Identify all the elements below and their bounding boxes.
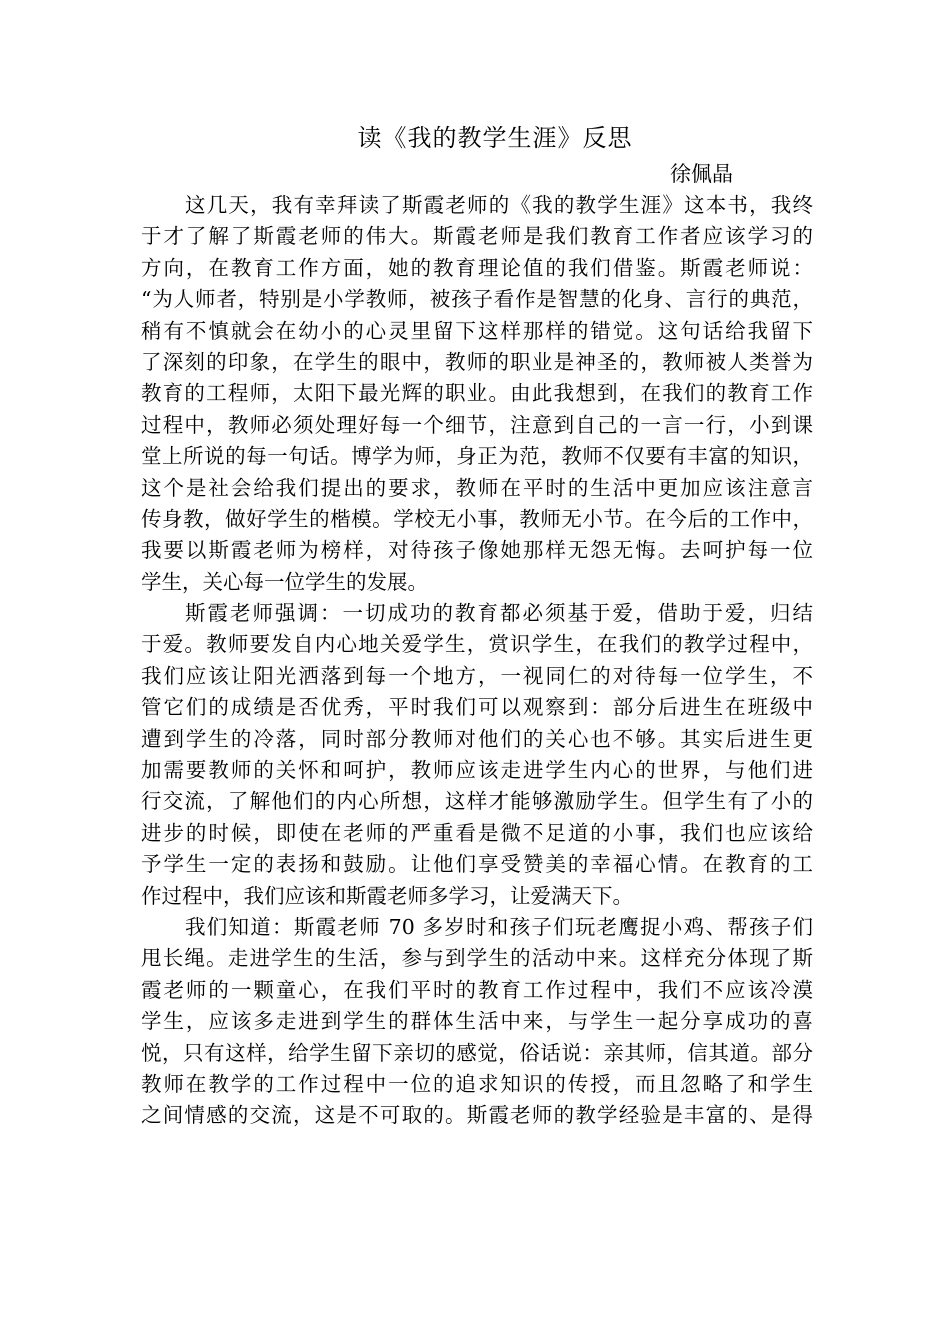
text-line: 进步的时候，即使在老师的严重看是微不足道的小事，我们也应该给: [141, 820, 813, 845]
text-line: 霞老师的一颗童心，在我们平时的教育工作过程中，我们不应该冷漠: [141, 977, 813, 1002]
text-line: 方向，在教育工作方面，她的教育理论值的我们借鉴。斯霞老师说：: [141, 255, 813, 280]
document-title: 读《我的教学生涯》反思: [357, 124, 633, 152]
text-line: 教师在教学的工作过程中一位的追求知识的传授，而且忽略了和学生: [141, 1071, 813, 1096]
text-line: 加需要教师的关怀和呵护，教师应该走进学生内心的世界，与他们进: [141, 758, 813, 783]
text-line: 了深刻的印象，在学生的眼中，教师的职业是神圣的，教师被人类誉为: [141, 349, 813, 374]
text-line: 予学生一定的表扬和鼓励。让他们享受赞美的幸福心情。在教育的工: [141, 852, 813, 877]
text-line: 过程中，教师必须处理好每一个细节，注意到自己的一言一行，小到课: [141, 412, 813, 437]
text-line: “为人师者，特别是小学教师，被孩子看作是智慧的化身、言行的典范，: [141, 287, 813, 312]
text-line: 我要以斯霞老师为榜样，对待孩子像她那样无怨无悔。去呵护每一位: [141, 538, 813, 563]
text-line: 我们知道：斯霞老师 70 多岁时和孩子们玩老鹰捉小鸡、帮孩子们: [185, 914, 813, 939]
text-line: 学生，应该多走进到学生的群体生活中来，与学生一起分享成功的喜: [141, 1009, 813, 1034]
text-line: 这几天，我有幸拜读了斯霞老师的《我的教学生涯》这本书，我终: [185, 193, 813, 217]
text-line: 斯霞老师强调：一切成功的教育都必须基于爱，借助于爱，归结: [185, 601, 813, 626]
text-line: 于才了解了斯霞老师的伟大。斯霞老师是我们教育工作者应该学习的: [141, 224, 813, 249]
paragraph-1: [141, 190, 813, 598]
text-line: 稍有不慎就会在幼小的心灵里留下这样那样的错觉。这句话给我留下: [141, 318, 813, 343]
text-line: 于爱。教师要发自内心地关爱学生，赏识学生，在我们的教学过程中，: [141, 632, 813, 657]
text-line: 学生，关心每一位学生的发展。: [141, 569, 428, 594]
text-line: 教育的工程师，太阳下最光辉的职业。由此我想到，在我们的教育工作: [141, 381, 813, 406]
text-line: 遭到学生的冷落，同时部分教师对他们的关心也不够。其实后进生更: [141, 726, 813, 751]
text-line: 行交流，了解他们的内心所想，这样才能够激励学生。但学生有了小的: [141, 789, 813, 814]
text-line: 这个是社会给我们提出的要求，教师在平时的生活中更加应该注意言: [141, 475, 813, 500]
text-line: 管它们的成绩是否优秀，平时我们可以观察到：部分后进生在班级中: [141, 695, 813, 720]
paragraph-2: [141, 598, 813, 912]
document-author: 徐佩晶: [670, 162, 733, 186]
text-line: 悦，只有这样，给学生留下亲切的感觉，俗话说：亲其师，信其道。部分: [141, 1040, 813, 1065]
text-line: 作过程中，我们应该和斯霞老师多学习，让爱满天下。: [141, 883, 633, 908]
text-line: 传身教，做好学生的楷模。学校无小事，教师无小节。在今后的工作中，: [141, 506, 813, 531]
document-body: [141, 190, 813, 1132]
text-line: 堂上所说的每一句话。博学为师，身正为范，教师不仅要有丰富的知识，: [141, 444, 813, 469]
paragraph-3: [141, 912, 813, 1132]
text-line: 甩长绳。走进学生的生活，参与到学生的活动中来。这样充分体现了斯: [141, 946, 813, 971]
text-line: 之间情感的交流，这是不可取的。斯霞老师的教学经验是丰富的、是得: [141, 1103, 813, 1128]
text-line: 我们应该让阳光洒落到每一个地方，一视同仁的对待每一位学生，不: [141, 663, 813, 688]
